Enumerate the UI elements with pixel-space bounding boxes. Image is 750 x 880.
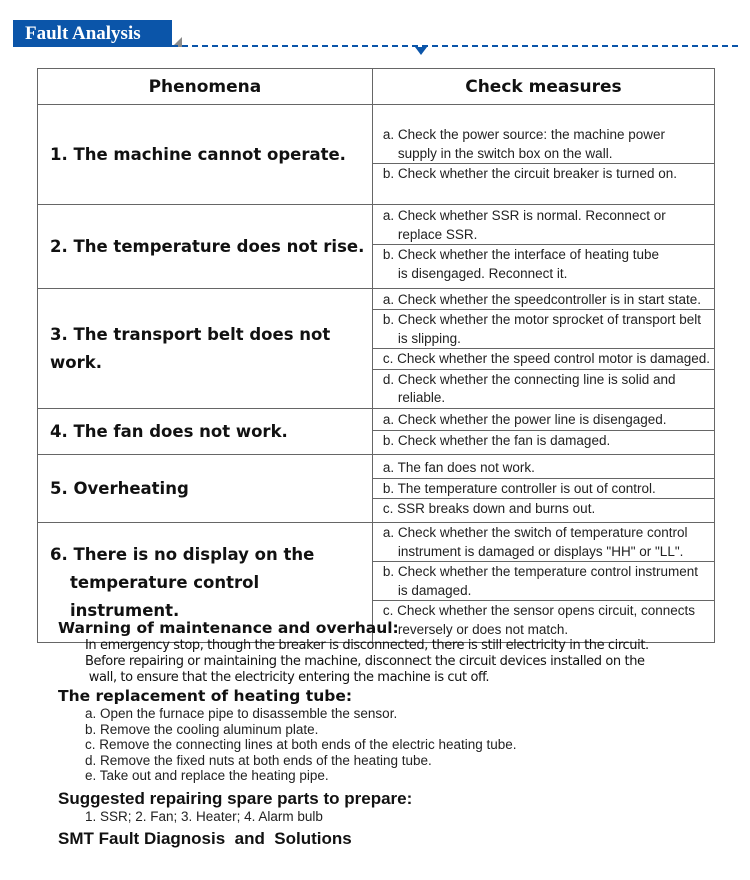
maintenance-notes	[58, 618, 738, 849]
table-row	[38, 105, 715, 205]
measure-item: a. The fan does not work.	[373, 455, 714, 479]
phenomenon-cell: 2. The temperature does not rise.	[38, 205, 373, 289]
warning-line: wall, to ensure that the electricity entering the machine is cut off.	[85, 670, 490, 685]
replacement-step: c. Remove the connecting lines at both ends of the electric heating tube.	[85, 737, 517, 752]
phenomenon-cell: 6. There is no display on the temperature control instrument.	[38, 523, 373, 643]
measures-cell	[372, 455, 714, 523]
measures-cell	[372, 409, 714, 455]
warning-line: In emergency stop, though the breaker is disconnected, there is still electricity in the circuit.	[85, 638, 649, 653]
table-row	[38, 409, 715, 455]
phenomenon-cell: 5. Overheating	[38, 455, 373, 523]
table-row	[38, 289, 715, 409]
replacement-step: d. Remove the fixed nuts at both ends of the heating tube.	[85, 752, 432, 768]
phenomenon-cell: 1. The machine cannot operate.	[38, 105, 373, 205]
column-header-phenomena: Phenomena	[38, 69, 373, 105]
spare-parts-heading: Suggested repairing spare parts to prepare:	[58, 788, 413, 808]
table-header-row	[38, 69, 715, 105]
measure-item: b. Check whether the interface of heating tube is disengaged. Reconnect it.	[382, 247, 660, 281]
column-header-check-measures: Check measures	[372, 69, 714, 105]
measure-item: b. Check whether the circuit breaker is turned on.	[382, 166, 677, 182]
replacement-step: b. Remove the cooling aluminum plate.	[85, 721, 319, 737]
measure-item: b. Check whether the motor sprocket of transport belt is slipping.	[373, 310, 714, 349]
measure-item: c. SSR breaks down and burns out.	[382, 501, 596, 517]
section-title-tab: Fault Analysis	[13, 20, 172, 47]
fault-analysis-table	[37, 68, 715, 643]
table-row	[38, 205, 715, 289]
measures-cell	[372, 205, 714, 289]
replacement-heading: The replacement of heating tube:	[58, 687, 353, 705]
table-row	[38, 455, 715, 523]
arrow-down-icon	[415, 47, 427, 55]
replacement-step: a. Open the furnace pipe to disassemble the sensor.	[85, 706, 398, 721]
measure-item: a. Check whether the speedcontroller is in start state.	[373, 290, 714, 311]
measure-item: a. Check whether SSR is normal. Reconnect or replace SSR.	[373, 206, 714, 245]
measures-cell	[372, 105, 714, 205]
phenomenon-cell: 3. The transport belt does not work.	[38, 289, 373, 409]
replacement-step: e. Take out and replace the heating pipe.	[85, 768, 329, 783]
measure-item: a. Check whether the power line is disengaged.	[373, 410, 714, 431]
measure-item: b. Check whether the temperature control instrument is damaged.	[373, 562, 714, 601]
footer-heading: SMT Fault Diagnosis and Solutions	[58, 829, 352, 848]
measure-item: b. Check whether the fan is damaged.	[382, 432, 611, 448]
measures-cell	[372, 289, 714, 409]
spare-parts-list: 1. SSR; 2. Fan; 3. Heater; 4. Alarm bulb	[85, 808, 323, 824]
measure-item: c. Check whether the speed control motor is damaged.	[373, 349, 714, 370]
dashed-divider	[172, 45, 738, 47]
measure-item: a. Check the power source: the machine power supply in the switch box on the wall.	[373, 125, 714, 164]
measure-item: c. Check whether the sensor opens circuit, connects reversely or does not match.	[382, 603, 695, 637]
phenomenon-cell: 4. The fan does not work.	[38, 409, 373, 455]
measure-item: d. Check whether the connecting line is solid and reliable.	[382, 371, 676, 405]
warning-heading: Warning of maintenance and overhaul:	[58, 619, 399, 637]
measure-item: a. Check whether the switch of temperature control instrument is damaged or displays "HH" or "LL".	[373, 523, 714, 562]
measure-item: b. The temperature controller is out of control.	[373, 479, 714, 500]
warning-line: Before repairing or maintaining the machine, disconnect the circuit devices installed on the	[85, 654, 645, 669]
